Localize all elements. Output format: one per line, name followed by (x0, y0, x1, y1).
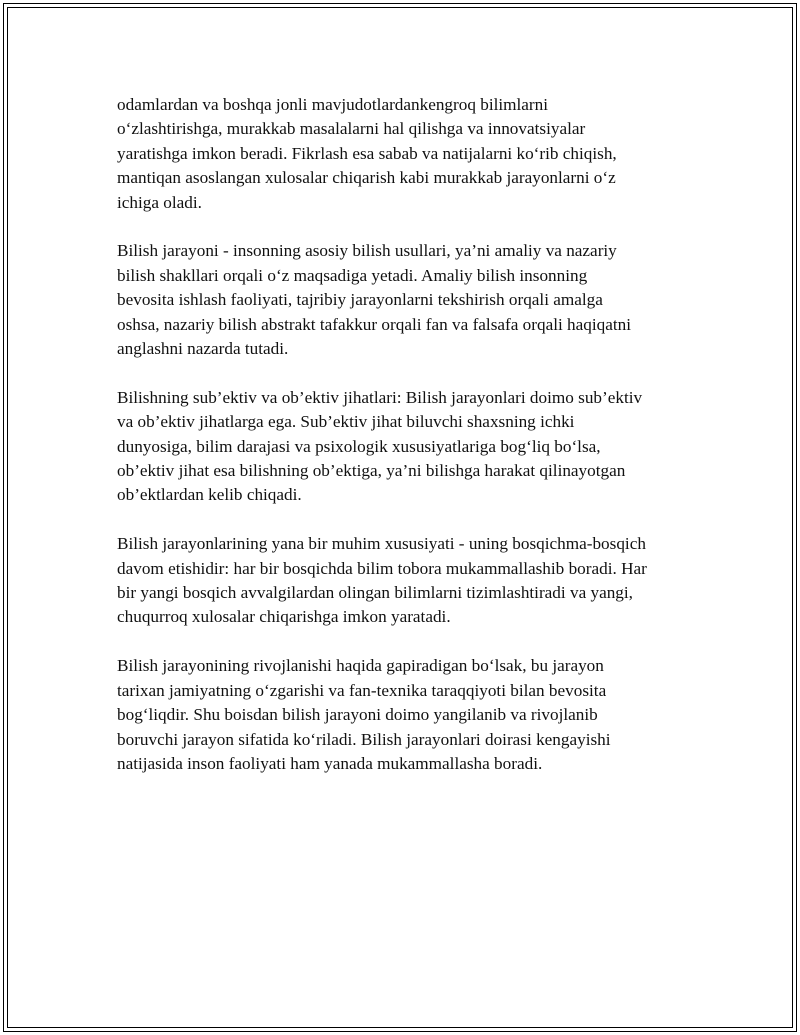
text-line: boruvchi jarayon sifatida ko‘riladi. Bilish jarayonlari doirasi kengayishi (117, 729, 611, 749)
document-body (117, 93, 707, 801)
text-line: bog‘liqdir. Shu boisdan bilish jarayoni doimo yangilanib va rivojlanib (117, 705, 598, 725)
text-line: bevosita ishlash faoliyati, tajribiy jarayonlarni tekshirish orqali amalga (117, 290, 603, 310)
paragraph-3 (117, 386, 707, 508)
text-line: yaratishga imkon beradi. Fikrlash esa sabab va natijalarni ko‘rib chiqish, (117, 143, 617, 163)
paragraph-2 (117, 239, 707, 361)
text-line: ob’ektiv jihat esa bilishning ob’ektiga, ya’ni bilishga harakat qilinayotgan (117, 461, 626, 481)
text-line: anglashni nazarda tutadi. (117, 339, 289, 359)
text-line: ichiga oladi. (117, 192, 202, 212)
text-line: chuqurroq xulosalar chiqarishga imkon yaratadi. (117, 607, 451, 627)
text-line: bilish shakllari orqali o‘z maqsadiga yetadi. Amaliy bilish insonning (117, 265, 588, 285)
paragraph-1 (117, 93, 707, 215)
text-line: Bilish jarayoni - insonning asosiy bilish usullari, ya’ni amaliy va nazariy (117, 241, 617, 261)
text-line: odamlardan va boshqa jonli mavjudotlardankengroq bilimlarni (117, 95, 549, 114)
text-line: Bilish jarayonining rivojlanishi haqida gapiradigan bo‘lsak, bu jarayon (117, 656, 604, 676)
text-line: mantiqan asoslangan xulosalar chiqarish kabi murakkab jarayonlarni o‘z (117, 168, 616, 188)
paragraph-4 (117, 532, 707, 630)
text-line: tarixan jamiyatning o‘zgarishi va fan-texnika taraqqiyoti bilan bevosita (117, 680, 607, 700)
text-line: natijasida inson faoliyati ham yanada mukammallasha boradi. (117, 753, 543, 773)
text-line: davom etishidir: har bir bosqichda bilim tobora mukammallashib boradi. Har (117, 558, 647, 578)
text-line: o‘zlashtirishga, murakkab masalalarni hal qilishga va innovatsiyalar (117, 119, 586, 139)
text-line: dunyosiga, bilim darajasi va psixologik xususiyatlariga bog‘liq bo‘lsa, (117, 436, 601, 456)
text-line: bir yangi bosqich avvalgilardan olingan bilimlarni tizimlashtiradi va yangi, (117, 583, 633, 603)
text-line: va ob’ektiv jihatlarga ega. Sub’ektiv jihat biluvchi shaxsning ichki (117, 412, 575, 432)
text-line: ob’ektlardan kelib chiqadi. (117, 485, 302, 505)
text-line: Bilish jarayonlarining yana bir muhim xususiyati - uning bosqichma-bosqich (117, 534, 646, 554)
text-line: Bilishning sub’ektiv va ob’ektiv jihatlari: Bilish jarayonlari doimo sub’ektiv (117, 387, 643, 407)
text-line: oshsa, nazariy bilish abstrakt tafakkur orqali fan va falsafa orqali haqiqatni (117, 314, 632, 334)
paragraph-5 (117, 654, 707, 776)
